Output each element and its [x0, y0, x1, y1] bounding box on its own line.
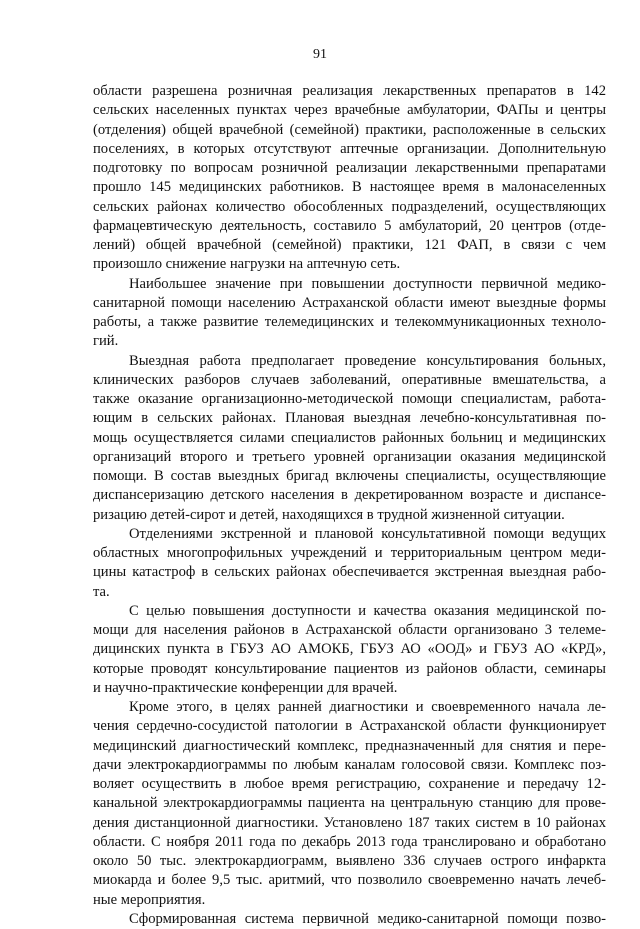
text-line: мощь осуществляется силами специалистов районных больниц и медицинских	[93, 429, 606, 446]
text-line: прошло 145 медицинских работников. В настоящее время в малонаселенных	[93, 179, 606, 196]
text-line: фармацевтическую деятельность, составило 5 амбулаторий, 20 центров (отде-	[93, 217, 606, 234]
text-line: клинических разборов случаев заболеваний, оперативные вмешательства, а	[93, 371, 606, 388]
text-line: воляет осуществить в любое время регистрацию, сохранение и передачу 12-	[93, 776, 606, 792]
text-line: Кроме этого, в целях ранней диагностики и своевременного начала ле-	[129, 699, 606, 715]
page-number: 91	[313, 47, 327, 62]
text-line: организаций второго и третьего уровней организации оказания медицинской	[93, 448, 606, 465]
paragraph	[93, 275, 606, 352]
text-line: дицинских пункта в ГБУЗ АО АМОКБ, ГБУЗ АО «ООД» и ГБУЗ АО «КРД»,	[93, 641, 606, 658]
text-line: сельских населенных пунктах через врачебные амбулатории, ФАПы и центры	[93, 102, 606, 119]
text-line: поселениях, в которых отсутствуют аптечные организации. Дополнительную	[93, 140, 606, 157]
paragraph	[93, 82, 606, 275]
text-line: работы, а также развитие телемедицинских и телекоммуникационных техноло-	[93, 314, 606, 330]
text-line: ризацию детей-сирот и детей, находящихся в трудной жизненной ситуации.	[93, 506, 565, 523]
text-line: канальной электрокардиограммы пациента на центральную станцию для прове-	[93, 795, 606, 812]
text-line: гий.	[93, 333, 119, 350]
text-line: около 50 тыс. электрокардиограмм, выявлено 336 случаев острого инфаркта	[93, 853, 606, 869]
text-line: медицинский диагностический комплекс, предназначенный для снятия и пере-	[93, 737, 606, 754]
text-line: помощи. В состав выездных бригад включены специалисты, осуществляющие	[93, 468, 606, 484]
text-line: Выездная работа предполагает проведение консультирования больных,	[129, 352, 606, 369]
paragraph	[93, 910, 606, 929]
text-line: мощи для населения районов в Астраханской области организовано 3 телеме-	[93, 622, 606, 638]
text-line: Сформированная система первичной медико-санитарной помощи позво-	[129, 910, 606, 927]
paragraph	[93, 602, 606, 698]
paragraph	[93, 698, 606, 910]
paragraph	[93, 352, 606, 525]
text-line: Отделениями экстренной и плановой консультативной помощи ведущих	[129, 525, 606, 542]
text-line: которые проводят консультирование пациентов из районов области, семинары	[93, 660, 606, 677]
text-line: чения сердечно-сосудистой патологии в Астраханской области функционирует	[93, 718, 606, 735]
text-line: та.	[93, 583, 110, 600]
text-line: (отделения) общей врачебной (семейной) практики, расположенные в сельских	[93, 121, 606, 138]
text-line: произошло снижение нагрузки на аптечную сеть.	[93, 256, 401, 273]
text-line: санитарной помощи населению Астраханской области имеют выездные формы	[93, 294, 606, 311]
body-text	[93, 82, 606, 929]
text-line: сельских районах количество обособленных подразделений, осуществляющих	[93, 198, 606, 215]
text-line: диспансеризацию детского населения в декретированном возрасте и диспансе-	[93, 487, 606, 504]
text-line: миокарда и более 9,5 тыс. аритмий, что позволило своевременно начать лечеб-	[93, 872, 606, 889]
text-line: ные мероприятия.	[93, 891, 206, 908]
text-line: дения дистанционной диагностики. Установлено 187 таких систем в 10 районах	[93, 814, 606, 831]
text-line: цины катастроф в сельских районах обеспечивается экстренная выездная рабо-	[93, 564, 606, 581]
text-line: области разрешена розничная реализация лекарственных препаратов в 142	[93, 83, 606, 99]
text-line: дачи электрокардиограммы по любым каналам голосовой связи. Комплекс поз-	[93, 756, 606, 773]
text-line: подготовку по вопросам розничной реализации лекарственными препаратами	[93, 160, 606, 176]
paragraph	[93, 525, 606, 602]
text-line: областных многопрофильных учреждений и территориальным центром меди-	[93, 545, 606, 561]
text-line: Наибольшее значение при повышении доступности первичной медико-	[129, 275, 606, 292]
text-line: также оказание организационно-методической помощи специалистам, работа-	[93, 391, 606, 407]
text-line: области. С ноября 2011 года по декабрь 2013 года транслировано и обработано	[93, 833, 606, 850]
text-line: С целью повышения доступности и качества оказания медицинской по-	[129, 602, 606, 619]
text-line: и научно-практические конференции для врачей.	[93, 679, 398, 696]
text-line: ющим в сельских районах. Плановая выездная лечебно-консультативная по-	[93, 410, 606, 427]
text-line: лений) общей врачебной (семейной) практики, 121 ФАП, в связи с чем	[93, 237, 606, 253]
